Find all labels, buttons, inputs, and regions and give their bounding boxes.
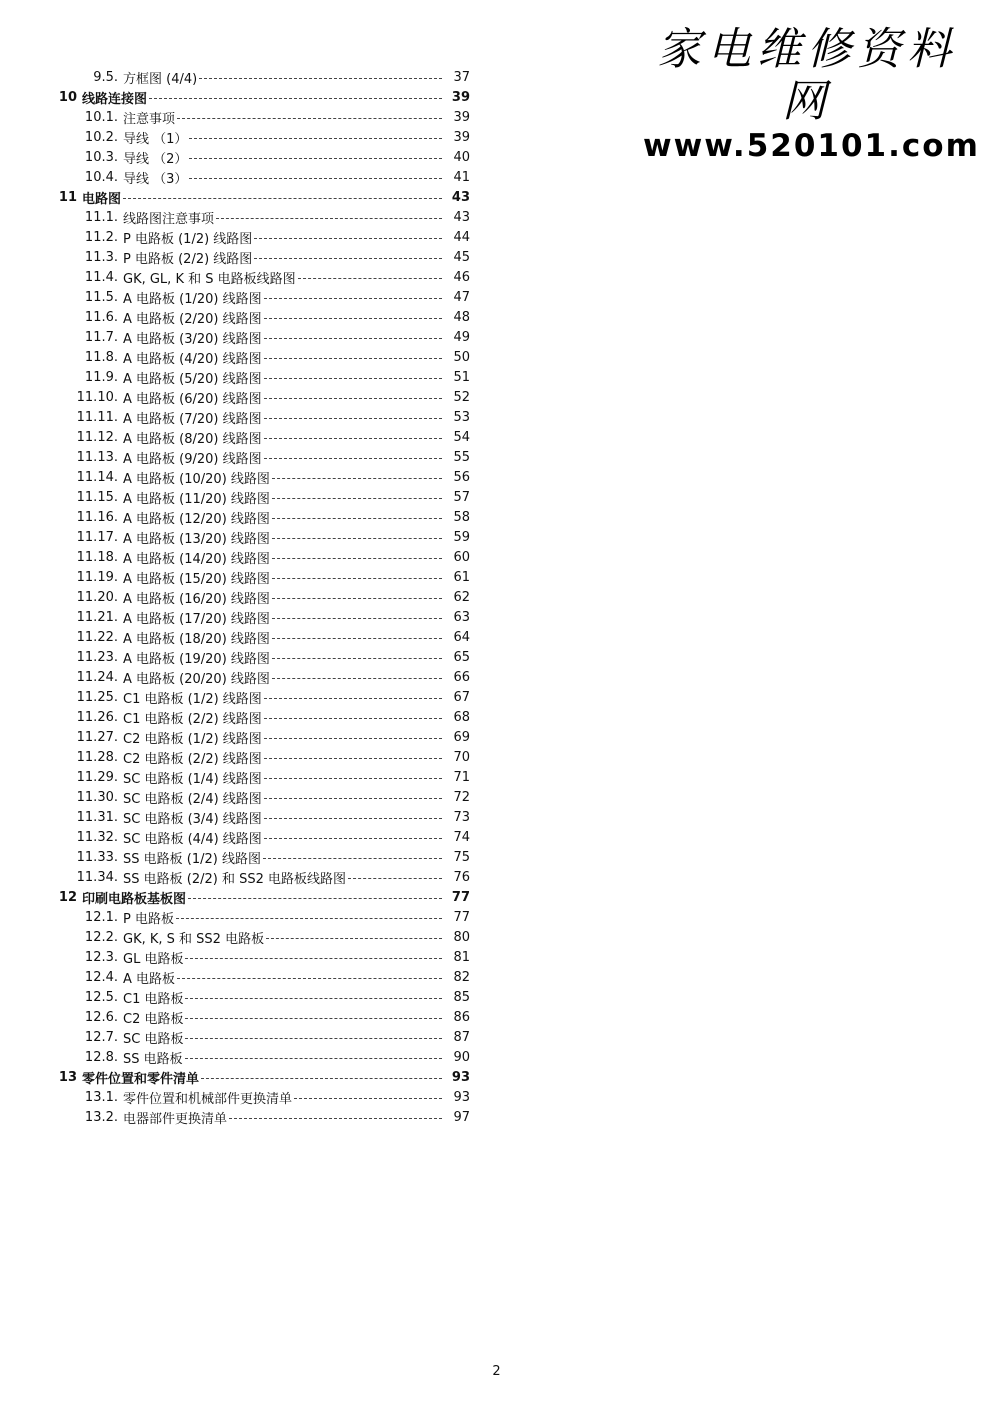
toc-entry-page: 74 (453, 829, 470, 845)
toc-entry-page: 70 (453, 749, 470, 765)
toc-entry[interactable] (0, 967, 470, 987)
toc-entry-title: C2 电路板 (1/2) 线路图 (123, 731, 262, 747)
toc-entry-title: A 电路板 (1/20) 线路图 (123, 291, 262, 307)
toc-entry-title: A 电路板 (11/20) 线路图 (123, 491, 270, 507)
toc-entry-number: 10.4. (84, 169, 118, 185)
toc-entry-number: 11.14. (76, 469, 118, 485)
toc-entry-title: C2 电路板 (2/2) 线路图 (123, 751, 262, 767)
toc-entry-page: 43 (451, 189, 470, 205)
toc-leader (348, 878, 442, 879)
toc-entry-number: 11.29. (76, 769, 118, 785)
toc-entry-title: C2 电路板 (123, 1011, 184, 1027)
toc-entry-title: A 电路板 (2/20) 线路图 (123, 311, 262, 327)
toc-leader (272, 538, 442, 539)
toc-entry-page: 93 (451, 1069, 470, 1085)
toc-entry-title: P 电路板 (2/2) 线路图 (123, 251, 253, 267)
toc-leader (272, 478, 442, 479)
toc-entry[interactable] (0, 67, 470, 87)
toc-entry-number: 11.17. (76, 529, 118, 545)
toc-entry-number: 12.1. (84, 909, 118, 925)
toc-entry-title: 方框图 (4/4) (123, 71, 198, 87)
toc-leader (185, 1018, 442, 1019)
toc-entry[interactable] (0, 1047, 470, 1067)
toc-entry[interactable] (0, 547, 470, 567)
toc-entry-page: 41 (453, 169, 470, 185)
toc-entry-number: 10 (58, 89, 77, 105)
toc-leader (264, 358, 442, 359)
toc-entry[interactable] (0, 227, 470, 247)
toc-leader (216, 218, 442, 219)
toc-entry[interactable] (0, 347, 470, 367)
toc-entry-title: P 电路板 (1/2) 线路图 (123, 231, 253, 247)
toc-entry-title: A 电路板 (20/20) 线路图 (123, 671, 270, 687)
toc-entry-number: 12.6. (84, 1009, 118, 1025)
toc-entry[interactable] (0, 707, 470, 727)
toc-leader (264, 778, 442, 779)
toc-entry-number: 11.5. (84, 289, 118, 305)
toc-entry-number: 11.30. (76, 789, 118, 805)
toc-entry-number: 10.2. (84, 129, 118, 145)
toc-entry-title: GK, K, S 和 SS2 电路板 (123, 931, 265, 947)
toc-entry-page: 45 (453, 249, 470, 265)
toc-entry[interactable] (0, 327, 470, 347)
toc-entry-title: 电路图 (82, 191, 122, 207)
toc-leader (264, 318, 442, 319)
toc-leader (177, 978, 442, 979)
toc-entry[interactable] (0, 167, 470, 187)
toc-entry[interactable] (0, 107, 470, 127)
toc-entry-title: A 电路板 (7/20) 线路图 (123, 411, 262, 427)
toc-entry[interactable] (0, 567, 470, 587)
toc-entry-title: A 电路板 (10/20) 线路图 (123, 471, 270, 487)
toc-leader (264, 378, 442, 379)
toc-entry-number: 13.2. (84, 1109, 118, 1125)
toc-entry-title: P 电路板 (123, 911, 174, 927)
toc-entry-number: 13.1. (84, 1089, 118, 1105)
toc-leader (264, 838, 442, 839)
toc-entry-title: C1 电路板 (2/2) 线路图 (123, 711, 262, 727)
toc-entry-number: 11.16. (76, 509, 118, 525)
toc-entry-title: A 电路板 (8/20) 线路图 (123, 431, 262, 447)
watermark-title: 家电维修资料网 (657, 24, 957, 127)
toc-entry-page: 52 (453, 389, 470, 405)
toc-entry[interactable] (0, 267, 470, 287)
toc-leader (272, 638, 442, 639)
toc-leader (254, 258, 442, 259)
toc-entry-number: 11.33. (76, 849, 118, 865)
toc-entry[interactable] (0, 827, 470, 847)
toc-entry-page: 65 (453, 649, 470, 665)
toc-entry-page: 86 (453, 1009, 470, 1025)
toc-leader (188, 898, 442, 899)
toc-entry[interactable] (0, 407, 470, 427)
toc-entry-number: 11.10. (76, 389, 118, 405)
toc-entry-number: 11.4. (84, 269, 118, 285)
toc-entry-page: 80 (453, 929, 470, 945)
toc-leader (185, 1058, 442, 1059)
toc-entry-title: SC 电路板 (3/4) 线路图 (123, 811, 262, 827)
toc-entry-page: 87 (453, 1029, 470, 1045)
toc-entry-page: 85 (453, 989, 470, 1005)
toc-entry-number: 11.12. (76, 429, 118, 445)
toc-entry-title: A 电路板 (17/20) 线路图 (123, 611, 270, 627)
toc-entry-number: 11.19. (76, 569, 118, 585)
toc-entry-page: 64 (453, 629, 470, 645)
toc-entry-number: 11.7. (84, 329, 118, 345)
toc-entry-number: 11.28. (76, 749, 118, 765)
toc-entry-number: 11.13. (76, 449, 118, 465)
watermark (643, 24, 980, 164)
toc-leader (189, 138, 442, 139)
toc-leader (185, 958, 442, 959)
toc-entry[interactable] (0, 847, 470, 867)
toc-entry-title: SS 电路板 (1/2) 线路图 (123, 851, 261, 867)
toc-entry-number: 11.11. (76, 409, 118, 425)
toc-entry-title: A 电路板 (16/20) 线路图 (123, 591, 270, 607)
toc-entry-title: SC 电路板 (2/4) 线路图 (123, 791, 262, 807)
toc-entry[interactable] (0, 1087, 470, 1107)
toc-entry-page: 67 (453, 689, 470, 705)
toc-entry[interactable] (0, 647, 470, 667)
toc-leader (272, 678, 442, 679)
toc-entry[interactable] (0, 247, 470, 267)
toc-entry-number: 12.8. (84, 1049, 118, 1065)
toc-entry[interactable] (0, 127, 470, 147)
toc-entry-page: 54 (453, 429, 470, 445)
toc-entry-page: 55 (453, 449, 470, 465)
toc-entry-number: 12.3. (84, 949, 118, 965)
toc-leader (272, 518, 442, 519)
toc-leader (264, 438, 442, 439)
toc-entry[interactable] (0, 87, 470, 107)
toc-entry-page: 77 (451, 889, 470, 905)
toc-entry-title: A 电路板 (19/20) 线路图 (123, 651, 270, 667)
toc-leader (272, 558, 442, 559)
toc-entry-page: 71 (453, 769, 470, 785)
toc-entry-title: A 电路板 (5/20) 线路图 (123, 371, 262, 387)
toc-entry-page: 46 (453, 269, 470, 285)
toc-leader (254, 238, 442, 239)
toc-leader (272, 578, 442, 579)
toc-entry[interactable] (0, 1027, 470, 1047)
toc-leader (185, 1038, 442, 1039)
toc-entry-number: 11.21. (76, 609, 118, 625)
toc-entry-number: 12.4. (84, 969, 118, 985)
toc-entry-page: 62 (453, 589, 470, 605)
toc-entry-number: 11.18. (76, 549, 118, 565)
toc-entry[interactable] (0, 627, 470, 647)
toc-leader (264, 738, 442, 739)
toc-entry-number: 11.3. (84, 249, 118, 265)
toc-entry-page: 90 (453, 1049, 470, 1065)
toc-leader (177, 118, 442, 119)
toc-entry-title: C1 电路板 (123, 991, 184, 1007)
toc-entry-number: 12 (58, 889, 77, 905)
toc-leader (185, 998, 442, 999)
toc-leader (264, 818, 442, 819)
toc-entry-page: 39 (453, 109, 470, 125)
toc-leader (264, 718, 442, 719)
toc-leader (264, 798, 442, 799)
toc-entry-title: 导线 （2） (123, 151, 188, 167)
toc-entry-page: 69 (453, 729, 470, 745)
toc-entry-number: 11.23. (76, 649, 118, 665)
toc-entry[interactable] (0, 427, 470, 447)
toc-entry[interactable] (0, 367, 470, 387)
toc-entry[interactable] (0, 527, 470, 547)
toc-entry-page: 58 (453, 509, 470, 525)
toc-entry-page: 66 (453, 669, 470, 685)
toc-entry-page: 47 (453, 289, 470, 305)
toc-entry[interactable] (0, 747, 470, 767)
toc-entry[interactable] (0, 467, 470, 487)
toc-entry-page: 39 (451, 89, 470, 105)
toc-entry-number: 11.31. (76, 809, 118, 825)
toc-entry[interactable] (0, 507, 470, 527)
toc-entry-page: 51 (453, 369, 470, 385)
toc-leader (272, 598, 442, 599)
toc-entry[interactable] (0, 487, 470, 507)
toc-entry[interactable] (0, 667, 470, 687)
toc-entry[interactable] (0, 1067, 470, 1087)
toc-entry-title: SS 电路板 (2/2) 和 SS2 电路板线路图 (123, 871, 347, 887)
toc-entry[interactable] (0, 1107, 470, 1127)
toc-entry-title: A 电路板 (14/20) 线路图 (123, 551, 270, 567)
toc-entry-title: A 电路板 (12/20) 线路图 (123, 511, 270, 527)
page-number: 2 (492, 1364, 501, 1379)
toc-entry-number: 11.9. (84, 369, 118, 385)
toc-entry-page: 73 (453, 809, 470, 825)
toc-entry-title: A 电路板 (18/20) 线路图 (123, 631, 270, 647)
toc-entry-number: 11.24. (76, 669, 118, 685)
toc-entry[interactable] (0, 907, 470, 927)
toc-leader (264, 458, 442, 459)
toc-entry-number: 11.8. (84, 349, 118, 365)
toc-leader (264, 758, 442, 759)
toc-entry[interactable] (0, 727, 470, 747)
toc-entry-page: 40 (453, 149, 470, 165)
toc-entry-page: 39 (453, 129, 470, 145)
toc-entry-number: 13 (58, 1069, 77, 1085)
toc-entry-title: 导线 （3） (123, 171, 188, 187)
toc-entry-page: 75 (453, 849, 470, 865)
toc-entry-title: A 电路板 (3/20) 线路图 (123, 331, 262, 347)
toc-entry[interactable] (0, 687, 470, 707)
toc-entry-title: 印刷电路板基板图 (82, 891, 187, 907)
toc-entry[interactable] (0, 867, 470, 887)
toc-entry-number: 10.3. (84, 149, 118, 165)
toc-leader (189, 178, 442, 179)
toc-entry-title: C1 电路板 (1/2) 线路图 (123, 691, 262, 707)
toc-entry-page: 49 (453, 329, 470, 345)
toc-entry[interactable] (0, 147, 470, 167)
toc-entry-title: GK, GL, K 和 S 电路板线路图 (123, 271, 296, 287)
toc-entry-page: 76 (453, 869, 470, 885)
toc-leader (229, 1118, 442, 1119)
toc-entry[interactable] (0, 187, 470, 207)
toc-leader (264, 698, 442, 699)
toc-entry-title: 导线 （1） (123, 131, 188, 147)
toc-leader (298, 278, 442, 279)
toc-entry[interactable] (0, 287, 470, 307)
toc-entry-page: 60 (453, 549, 470, 565)
toc-entry-page: 68 (453, 709, 470, 725)
toc-leader (149, 98, 442, 99)
toc-entry-page: 53 (453, 409, 470, 425)
toc-entry[interactable] (0, 927, 470, 947)
toc-leader (264, 398, 442, 399)
toc-leader (272, 498, 442, 499)
toc-leader (263, 858, 442, 859)
toc-entry-number: 11.15. (76, 489, 118, 505)
toc-entry-number: 11.22. (76, 629, 118, 645)
toc-entry-number: 11.32. (76, 829, 118, 845)
toc-leader (264, 418, 442, 419)
toc-entry-page: 50 (453, 349, 470, 365)
toc-entry-title: A 电路板 (13/20) 线路图 (123, 531, 270, 547)
toc-leader (201, 1078, 442, 1079)
toc-entry[interactable] (0, 947, 470, 967)
toc-entry-title: A 电路板 (4/20) 线路图 (123, 351, 262, 367)
toc-entry-number: 11.1. (84, 209, 118, 225)
toc-entry-title: GL 电路板 (123, 951, 184, 967)
toc-entry[interactable] (0, 447, 470, 467)
watermark-url: www.520101.com (643, 128, 980, 164)
toc-entry-page: 77 (453, 909, 470, 925)
toc-entry-page: 44 (453, 229, 470, 245)
toc-entry-number: 10.1. (84, 109, 118, 125)
toc-entry-page: 63 (453, 609, 470, 625)
toc-entry-number: 9.5. (93, 69, 118, 85)
toc-leader (264, 338, 442, 339)
toc-entry[interactable] (0, 767, 470, 787)
toc-entry-page: 56 (453, 469, 470, 485)
toc-entry-title: 零件位置和零件清单 (82, 1071, 200, 1087)
toc-entry-number: 12.7. (84, 1029, 118, 1045)
toc-entry-page: 43 (453, 209, 470, 225)
toc-entry-page: 97 (453, 1109, 470, 1125)
toc-entry-title: A 电路板 (9/20) 线路图 (123, 451, 262, 467)
toc-entry-page: 61 (453, 569, 470, 585)
toc-entry-title: SC 电路板 (4/4) 线路图 (123, 831, 262, 847)
toc-entry-page: 37 (453, 69, 470, 85)
toc-entry-page: 93 (453, 1089, 470, 1105)
toc-entry-number: 11.2. (84, 229, 118, 245)
toc-entry-number: 12.5. (84, 989, 118, 1005)
toc-entry[interactable] (0, 387, 470, 407)
toc-entry[interactable] (0, 1007, 470, 1027)
toc-leader (266, 938, 442, 939)
toc-entry-number: 11.6. (84, 309, 118, 325)
toc-entry-page: 48 (453, 309, 470, 325)
toc-entry-title: 零件位置和机械部件更换清单 (123, 1091, 293, 1107)
toc-leader (199, 78, 442, 79)
toc-entry[interactable] (0, 807, 470, 827)
toc-entry[interactable] (0, 307, 470, 327)
toc-leader (294, 1098, 442, 1099)
toc-entry-number: 11.26. (76, 709, 118, 725)
toc-entry-title: 线路连接图 (82, 91, 148, 107)
toc-entry-number: 11 (58, 189, 77, 205)
toc-entry-title: SS 电路板 (123, 1051, 183, 1067)
toc-entry-title: 电器部件更换清单 (123, 1111, 228, 1127)
toc-entry-number: 11.34. (76, 869, 118, 885)
toc-entry-title: 注意事项 (123, 111, 176, 127)
toc-entry-number: 11.25. (76, 689, 118, 705)
toc-entry-title: 线路图注意事项 (123, 211, 215, 227)
toc-entry-page: 81 (453, 949, 470, 965)
toc-entry-number: 11.20. (76, 589, 118, 605)
toc-entry-title: A 电路板 (15/20) 线路图 (123, 571, 270, 587)
toc-entry[interactable] (0, 887, 470, 907)
toc-entry-title: SC 电路板 (123, 1031, 184, 1047)
toc-entry-title: SC 电路板 (1/4) 线路图 (123, 771, 262, 787)
toc-entry[interactable] (0, 987, 470, 1007)
toc-entry-page: 82 (453, 969, 470, 985)
toc-leader (264, 298, 442, 299)
toc-entry[interactable] (0, 787, 470, 807)
toc-entry-page: 72 (453, 789, 470, 805)
toc-leader (272, 618, 442, 619)
toc-entry[interactable] (0, 587, 470, 607)
toc-leader (272, 658, 442, 659)
toc-entry-number: 11.27. (76, 729, 118, 745)
toc-entry-title: A 电路板 (6/20) 线路图 (123, 391, 262, 407)
toc-leader (176, 918, 442, 919)
toc-entry-title: A 电路板 (123, 971, 176, 987)
toc-entry-page: 59 (453, 529, 470, 545)
toc-entry-number: 12.2. (84, 929, 118, 945)
toc-entry-page: 57 (453, 489, 470, 505)
toc-entry[interactable] (0, 607, 470, 627)
toc-leader (123, 198, 442, 199)
toc-leader (189, 158, 442, 159)
toc-entry[interactable] (0, 207, 470, 227)
